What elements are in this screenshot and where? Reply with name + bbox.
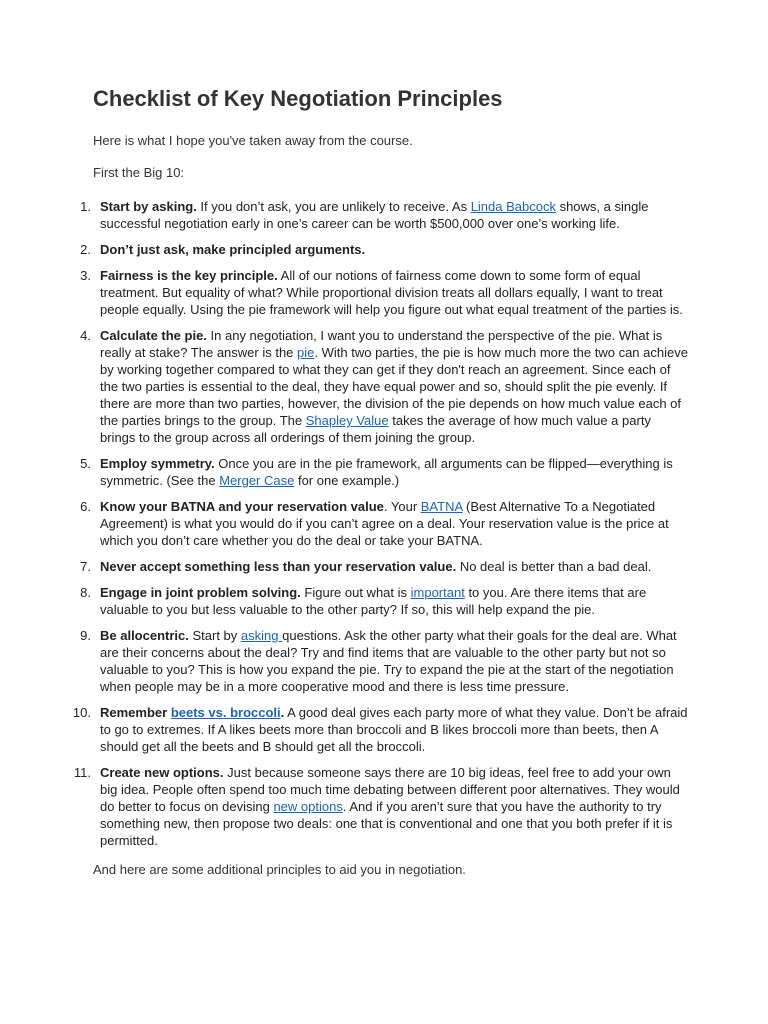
item-text: to you. Are there items that are valuable to you but less valuable to the other party? If so, this will help expand the pie. xyxy=(100,585,647,617)
list-item xyxy=(72,704,688,755)
item-text: Figure out what is xyxy=(300,585,411,600)
item-lead: Know your BATNA and your reservation value xyxy=(100,499,384,514)
item-lead: Be allocentric. xyxy=(100,628,189,643)
link-pie[interactable]: pie xyxy=(297,345,315,360)
item-text: . Your xyxy=(383,499,421,514)
list-item xyxy=(80,267,688,318)
list-item xyxy=(80,455,688,489)
item-text: . And if you aren’t sure that you have the authority to try something new, then propose two deals: one that is conventional and one that you both prefer if it is permitted. xyxy=(100,799,673,848)
item-lead: Calculate the pie. xyxy=(100,328,207,343)
item-text: A good deal gives each party more of what they value. Don’t be afraid to go to extremes. If A likes beets more than broccoli and B likes broccoli more than beets, then A should get all the beets and B should get all the broccoli. xyxy=(100,705,688,754)
item-text: Start by xyxy=(188,628,241,643)
list-item xyxy=(80,241,688,258)
item-number: 9. xyxy=(80,628,91,643)
item-text: In any negotiation, I want you to understand the perspective of the pie. What is really at stake? The answer is the xyxy=(100,328,663,360)
item-lead: Start by asking. xyxy=(100,199,197,214)
item-lead: Engage in joint problem solving. xyxy=(100,585,301,600)
item-lead: Employ symmetry. xyxy=(100,456,215,471)
item-number: 5. xyxy=(80,456,91,471)
item-lead: Never accept something less than your reservation value. xyxy=(100,559,457,574)
list-item xyxy=(80,558,688,575)
link-important[interactable]: important xyxy=(410,585,465,600)
list-item xyxy=(80,627,688,695)
item-number: 8. xyxy=(80,585,91,600)
list-item xyxy=(80,584,688,618)
list-item xyxy=(80,498,688,549)
link-new-options[interactable]: new options xyxy=(273,799,343,814)
item-number: 2. xyxy=(80,242,91,257)
item-lead: Fairness is the key principle. xyxy=(100,268,278,283)
link-shapley-value[interactable]: Shapley Value xyxy=(305,413,389,428)
item-number: 7. xyxy=(80,559,91,574)
item-lead: Create new options. xyxy=(100,765,224,780)
item-number: 11. xyxy=(73,765,91,780)
item-text: All of our notions of fairness come down to some form of equal treatment. But equality of what? While proportional division treats all dollars equally, I want to treat people equally. Using the pie framework will help you figure out what equal treatment of the parties is. xyxy=(100,268,683,317)
item-number: 10. xyxy=(72,705,91,720)
link-asking[interactable]: asking xyxy=(240,628,283,643)
link-beets-vs-broccoli[interactable]: beets vs. broccoli xyxy=(170,705,281,720)
item-text: . With two parties, the pie is how much more the two can achieve by working together compared to what they can get if they don't reach an agreement. Since each of the two parties is essential to the deal, they have equal power and so, should split the pie evenly. If there are more than two parties, however, the division of the pie depends on how much value each of the parties brings to the group. The xyxy=(100,345,688,428)
item-number: 6. xyxy=(80,499,91,514)
item-number: 4. xyxy=(80,328,91,343)
item-text: takes the average of how much value a party brings to the group across all orderings of them joining the group. xyxy=(100,413,651,445)
item-text: Just because someone says there are 10 big ideas, feel free to add your own big idea. People often spend too much time debating between different poor alternatives. They would do better to focus on devising xyxy=(100,765,680,814)
item-lead: Remember xyxy=(100,705,171,720)
item-text: questions. Ask the other party what their goals for the deal are. What are their concerns about the deal? Try and find items that are valuable to the other party but not so valuable to you? This is how you expand the pie. Try to expand the pie at the start of the negotiation when people may be in a more cooperative mood and there is less time pressure. xyxy=(100,628,677,694)
item-text: shows, a single successful negotiation early in one’s career can be worth $500,000 over one’s working life. xyxy=(100,199,649,231)
item-lead-tail: . xyxy=(280,705,285,720)
item-text: If you don’t ask, you are unlikely to receive. As xyxy=(196,199,471,214)
list-item xyxy=(80,198,688,232)
closing-paragraph: And here are some additional principles to aid you in negotiation. xyxy=(93,862,466,877)
item-number: 3. xyxy=(80,268,91,283)
item-text: No deal is better than a bad deal. xyxy=(456,559,652,574)
list-item xyxy=(80,327,688,446)
item-lead: Don’t just ask, make principled arguments. xyxy=(100,242,366,257)
principles-list xyxy=(72,198,688,849)
item-text: Once you are in the pie framework, all arguments can be flipped—everything is symmetric. (See the xyxy=(100,456,673,488)
link-batna[interactable]: BATNA xyxy=(420,499,463,514)
link-linda-babcock[interactable]: Linda Babcock xyxy=(470,199,556,214)
page-title: Checklist of Key Negotiation Principles xyxy=(93,86,503,111)
big-ten-heading: First the Big 10: xyxy=(93,165,185,180)
list-item xyxy=(73,764,688,849)
link-merger-case[interactable]: Merger Case xyxy=(219,473,295,488)
item-number: 1. xyxy=(80,199,91,214)
intro-paragraph: Here is what I hope you've taken away from the course. xyxy=(93,133,413,148)
item-text: for one example.) xyxy=(294,473,400,488)
item-text: (Best Alternative To a Negotiated Agreement) is what you would do if you can’t agree on a deal. Your reservation value is the price at which you don’t care whether you do the deal or take your BATNA. xyxy=(100,499,669,548)
